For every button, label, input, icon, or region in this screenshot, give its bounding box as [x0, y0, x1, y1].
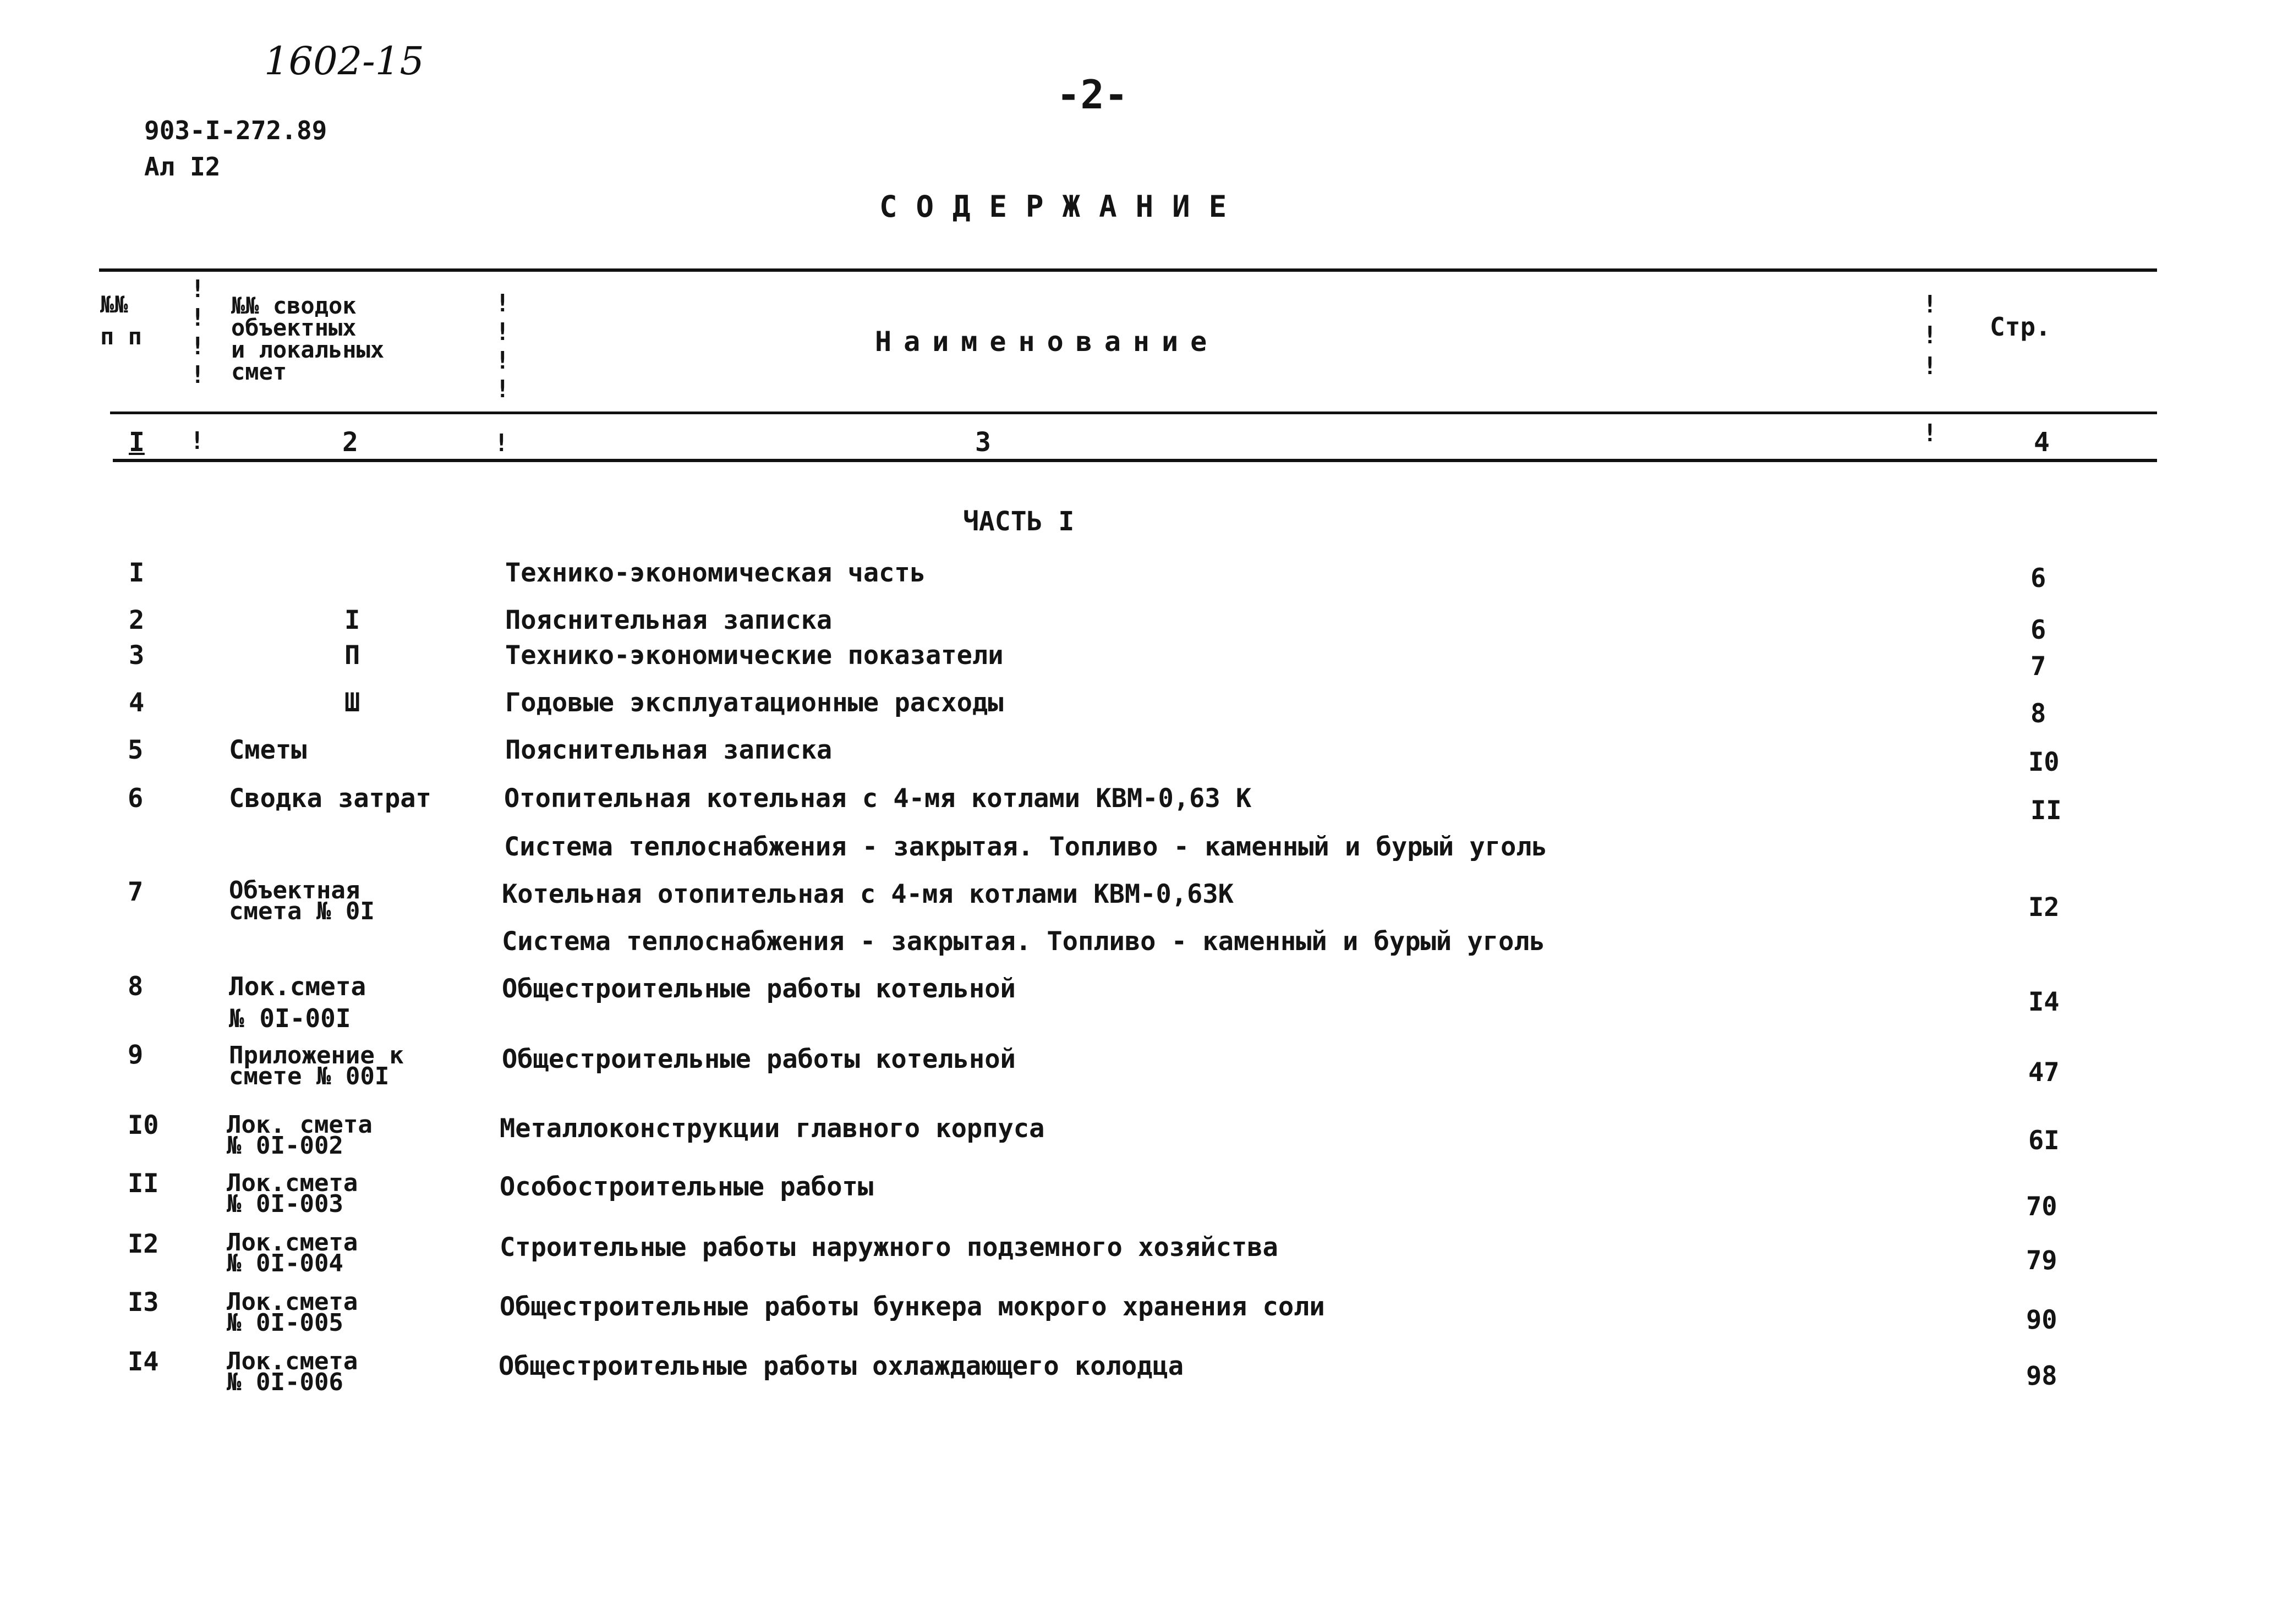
row-6-number: 6	[128, 783, 144, 814]
header-col2-line3: и локальных	[231, 336, 385, 363]
row-7-name-line2: Система теплоснабжения - закрытая. Топливо - каменный и бурый уголь	[502, 926, 1545, 957]
row-4-number: 4	[129, 688, 145, 718]
row-14-ref-line1: Лок.смета	[227, 1347, 358, 1375]
row-8-ref-line2: № 0I-00I	[229, 1003, 351, 1033]
row-6-name-line1: Отопительная котельная с 4-мя котлами КВМ-0,63 К	[504, 783, 1252, 814]
row-8-ref	[229, 970, 366, 1034]
row-10-number: I0	[128, 1110, 159, 1140]
row-7-ref	[229, 876, 375, 925]
row-14-page: 98	[2026, 1361, 2057, 1391]
page-title: СОДЕРЖАНИЕ	[879, 189, 1246, 224]
row-13-ref-line1: Лок.смета	[227, 1288, 358, 1316]
row-8-page: I4	[2028, 987, 2060, 1017]
header-col2-line4: смет	[231, 358, 287, 385]
row-9-ref-line1: Приложение к	[229, 1041, 404, 1069]
column-number-3: 3	[975, 427, 991, 458]
row-3-ref: П	[344, 640, 360, 671]
row-14-name: Общестроительные работы охлаждающего колодца	[499, 1351, 1184, 1381]
row-13-number: I3	[128, 1287, 159, 1318]
row-7-number: 7	[128, 877, 144, 907]
part-title: ЧАСТЬ I	[963, 506, 1075, 537]
row-4-ref: Ш	[344, 688, 360, 718]
row-3-name: Технико-экономические показатели	[505, 640, 1004, 671]
row-1-number: I	[129, 558, 145, 588]
album-number: Ал I2	[144, 152, 221, 182]
row-3-number: 3	[129, 640, 145, 671]
row-9-name: Общестроительные работы котельной	[502, 1044, 1016, 1074]
row-6-page: II	[2030, 795, 2062, 826]
header-separator-2: ! ! ! !	[495, 289, 510, 403]
header-top-rule	[99, 268, 2157, 272]
header-bottom-rule	[113, 459, 2157, 462]
row-2-ref: I	[344, 605, 360, 635]
row-10-page: 6I	[2028, 1126, 2060, 1156]
page-number: -2-	[1057, 72, 1129, 118]
row-9-ref	[229, 1041, 404, 1090]
row-11-name: Особостроительные работы	[500, 1172, 874, 1202]
row-10-ref	[227, 1111, 373, 1160]
row-12-name: Строительные работы наружного подземного хозяйства	[500, 1232, 1278, 1263]
header-col1-line2: п п	[100, 323, 142, 350]
row-4-name: Годовые эксплуатационные расходы	[505, 688, 1004, 718]
row-12-ref-line1: Лок.смета	[227, 1228, 358, 1257]
row-12-ref	[227, 1228, 358, 1277]
row-10-ref-line2: № 0I-002	[227, 1132, 343, 1160]
row-12-page: 79	[2026, 1246, 2057, 1276]
row-7-name-line1: Котельная отопительная с 4-мя котлами КВМ-0,63К	[502, 879, 1234, 909]
column-number-4: 4	[2034, 427, 2050, 458]
row-9-page: 47	[2028, 1057, 2060, 1088]
row-13-ref	[227, 1288, 358, 1337]
row-7-ref-line1: Объектная	[229, 876, 360, 904]
header-col2-line2: объектных	[231, 314, 357, 341]
column-number-2: 2	[342, 427, 358, 458]
row-3-page: 7	[2030, 651, 2046, 682]
row-7-page: I2	[2028, 892, 2060, 923]
row-4-page: 8	[2030, 699, 2046, 729]
row-5-page: I0	[2028, 747, 2060, 777]
row-14-ref	[227, 1347, 358, 1396]
row-11-page: 70	[2026, 1192, 2057, 1222]
row-12-ref-line2: № 0I-004	[227, 1249, 343, 1277]
row-11-ref-line1: Лок.смета	[227, 1169, 358, 1197]
row-5-name: Пояснительная записка	[505, 735, 833, 765]
header-col2	[231, 292, 385, 385]
header-col1-line1: №№	[100, 291, 128, 318]
row-11-ref	[227, 1169, 358, 1218]
row-11-ref-line2: № 0I-003	[227, 1190, 343, 1218]
column-number-1: I	[129, 427, 145, 458]
row-1-name: Технико-экономическая часть	[505, 558, 926, 588]
header-separator-1: ! ! ! !	[190, 275, 205, 389]
header-col3: Наименование	[875, 326, 1219, 358]
row-2-name: Пояснительная записка	[505, 605, 833, 635]
row-9-number: 9	[128, 1040, 144, 1070]
column-number-separator-2: !	[494, 429, 509, 457]
row-10-name: Металлоконструкции главного корпуса	[500, 1113, 1045, 1144]
column-number-separator-3: !	[1923, 419, 1937, 447]
row-6-ref: Сводка затрат	[229, 783, 431, 814]
row-10-ref-line1: Лок. смета	[227, 1111, 373, 1139]
document-code: 903-I-272.89	[144, 116, 327, 145]
row-5-number: 5	[128, 735, 144, 765]
row-2-page: 6	[2030, 615, 2046, 645]
row-14-ref-line2: № 0I-006	[227, 1368, 343, 1396]
row-8-ref-line1: Лок.смета	[229, 972, 366, 1001]
row-13-page: 90	[2026, 1305, 2057, 1335]
handwritten-number: 1602-15	[264, 39, 424, 84]
row-6-name-line2: Система теплоснабжения - закрытая. Топливо - каменный и бурый уголь	[504, 832, 1547, 862]
header-col2-line1: №№ сводок	[231, 292, 357, 319]
row-14-number: I4	[128, 1347, 159, 1377]
row-13-ref-line2: № 0I-005	[227, 1309, 343, 1337]
column-number-separator-1: !	[190, 427, 205, 455]
row-12-number: I2	[128, 1229, 159, 1259]
header-col1	[100, 291, 142, 350]
row-9-ref-line2: смете № 00I	[229, 1062, 390, 1090]
row-5-ref: Сметы	[229, 735, 307, 765]
header-col4: Стр.	[1990, 312, 2051, 342]
row-13-name: Общестроительные работы бункера мокрого хранения соли	[500, 1292, 1325, 1322]
row-1-page: 6	[2030, 563, 2046, 594]
row-11-number: II	[128, 1168, 159, 1199]
row-8-number: 8	[128, 972, 144, 1002]
header-separator-3: ! ! !	[1923, 290, 1937, 380]
header-mid-rule	[110, 412, 2157, 414]
row-2-number: 2	[129, 605, 145, 635]
row-8-name: Общестроительные работы котельной	[502, 974, 1016, 1004]
row-7-ref-line2: смета № 0I	[229, 897, 375, 925]
